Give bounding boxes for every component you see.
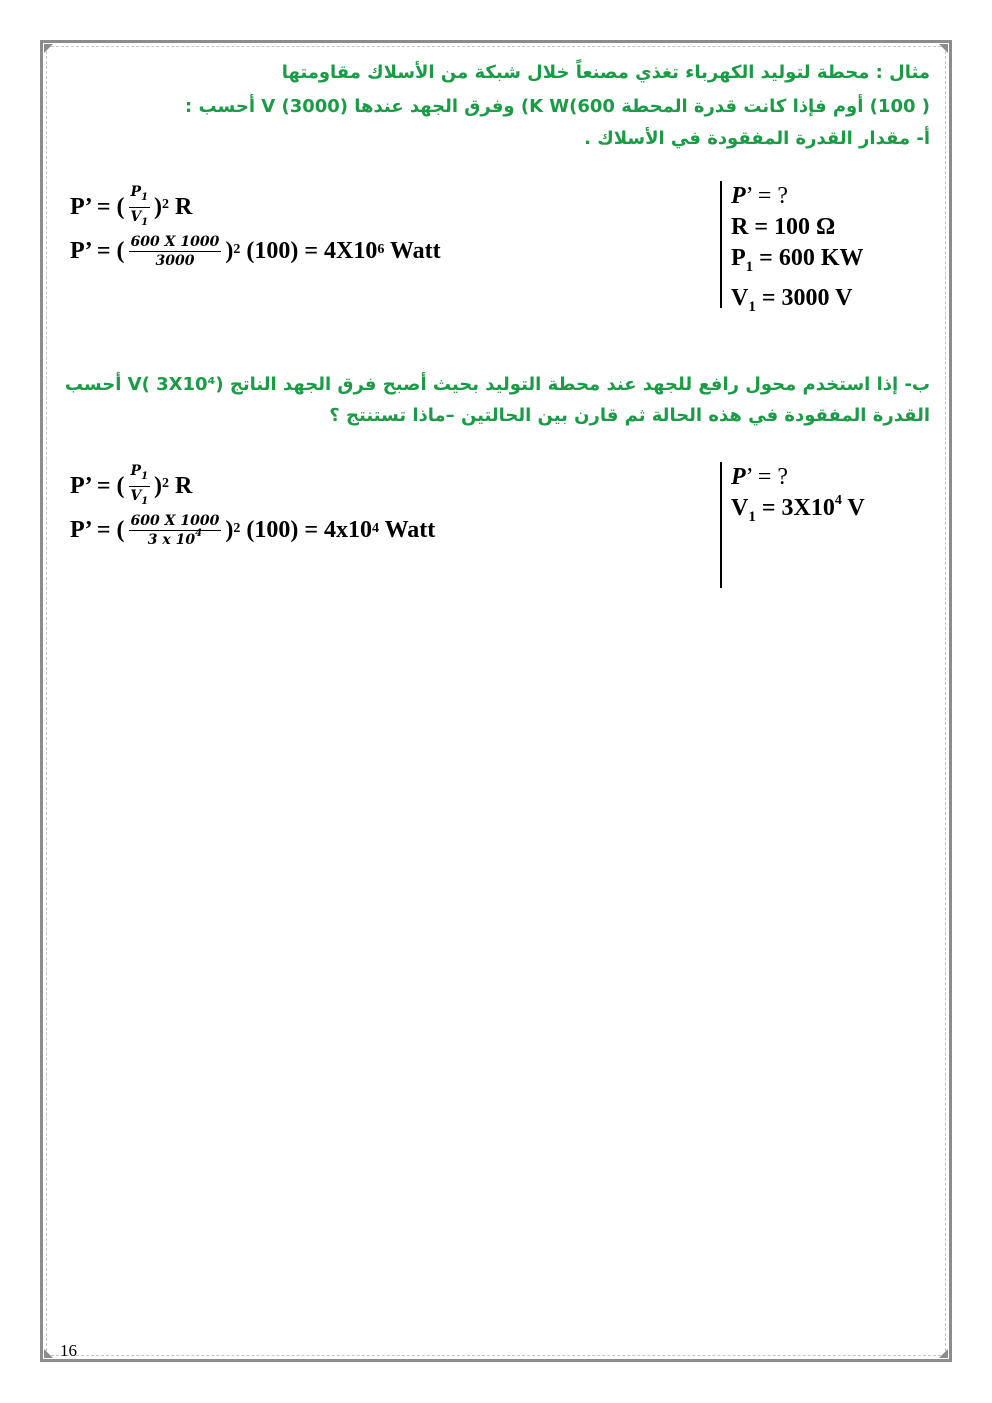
given-symbol: P [731,245,746,271]
eq-lhs: P’ = ( [70,238,125,264]
eq-mid: (100) = 4x10 [240,517,373,543]
frac-denominator: 3000 [155,253,195,269]
given-symbol: V [731,284,749,311]
part-b-calculation: P’ = ( $\frac{600 X 1000}{3 x 10^4}$ ) $^2$ (100) = 4x10 $^4$ Watt [70,513,436,548]
frac-denominator: V [130,208,142,225]
given-symbol: P [731,464,746,490]
given-value: = 3X10 [755,495,835,521]
part-a-formula: P’ = ( $\frac{P_1}{V_1}$ ) $^2$ R [70,184,192,231]
part-a-given [720,181,864,315]
eq-lhs: P’ = ( [70,472,125,499]
eq-tail: R [169,193,193,220]
part-b-line-2: القدرة المفقودة في هذه الحالة ثم قارن بين الحالتين –ماذا تستنتج ؟ [329,405,930,426]
given-symbol: V [731,495,749,521]
corner-ornament [939,1349,948,1358]
fraction [129,234,222,269]
given-unit: V [841,495,865,521]
eq-close: ) [154,193,163,220]
frac-numerator: 600 X 1000 [130,513,220,529]
fraction [129,184,151,231]
corner-ornament [44,1349,53,1358]
problem-line-3: أ- مقدار القدرة المفقودة في الأسلاك . [584,128,930,149]
corner-ornament [939,44,948,53]
given-exp: 4 [834,493,842,508]
border-bottom [40,1359,952,1362]
corner-ornament [44,44,53,53]
fraction [129,463,151,510]
eq-tail: R [169,472,193,499]
fraction [129,513,222,548]
frac-denominator-sub: 1 [141,216,149,228]
problem-line-2: ( 100) أوم فإذا كانت قدرة المحطة 600)K W) وفرق الجهد عندها V (3000) أحسب : [185,96,930,117]
border-left [40,40,43,1362]
page-number: 16 [60,1341,77,1360]
given-resistance: R = 100 Ω [731,214,836,240]
frac-numerator-sub: 1 [141,470,149,482]
frac-denominator: 3 x 10 [147,532,196,548]
given-value: ’ = ? [745,183,789,209]
eq-close: ) [225,517,234,543]
frac-numerator: P [130,463,142,479]
given-sub: 1 [748,298,756,315]
frac-numerator: P [130,184,142,200]
given-value: = 600 KW [753,245,864,271]
eq-tail: Watt [379,517,436,543]
border-top [40,40,952,43]
frac-numerator: 600 X 1000 [130,234,220,250]
given-sub: 1 [748,508,756,525]
given-value: = 3000 V [755,284,853,311]
part-b-given [720,462,865,588]
border-right [949,40,952,1362]
part-b-formula: P’ = ( $\frac{P_1}{V_1}$ ) $^2$ R [70,463,192,510]
given-sub: 1 [745,258,754,275]
frac-denominator-exp: 4 [195,528,203,540]
eq-close: ) [154,472,163,499]
eq-lhs: P’ = ( [70,517,125,543]
eq-lhs: P’ = ( [70,193,125,220]
eq-close: ) [225,238,234,264]
given-symbol: P [731,183,746,209]
given-value: ’ = ? [745,464,789,490]
part-a-calculation: P’ = ( $\frac{600 X 1000}{3000}$ ) $^2$ (100) = 4X10 $^6$ Watt [70,234,441,269]
frac-numerator-sub: 1 [141,191,149,203]
eq-tail: Watt [384,238,441,264]
part-b-line-1: ب- إذا استخدم محول رافع للجهد عند محطة التوليد بحيث أصبح فرق الجهد الناتج V( 3X10⁴) أحسب [64,374,930,395]
frac-denominator: V [130,487,142,504]
eq-mid: (100) = 4X10 [240,238,378,264]
frac-denominator-sub: 1 [141,495,149,507]
problem-line-1: مثال : محطة لتوليد الكهرباء تغذي مصنعاً خلال شبكة من الأسلاك مقاومتها [281,62,930,83]
